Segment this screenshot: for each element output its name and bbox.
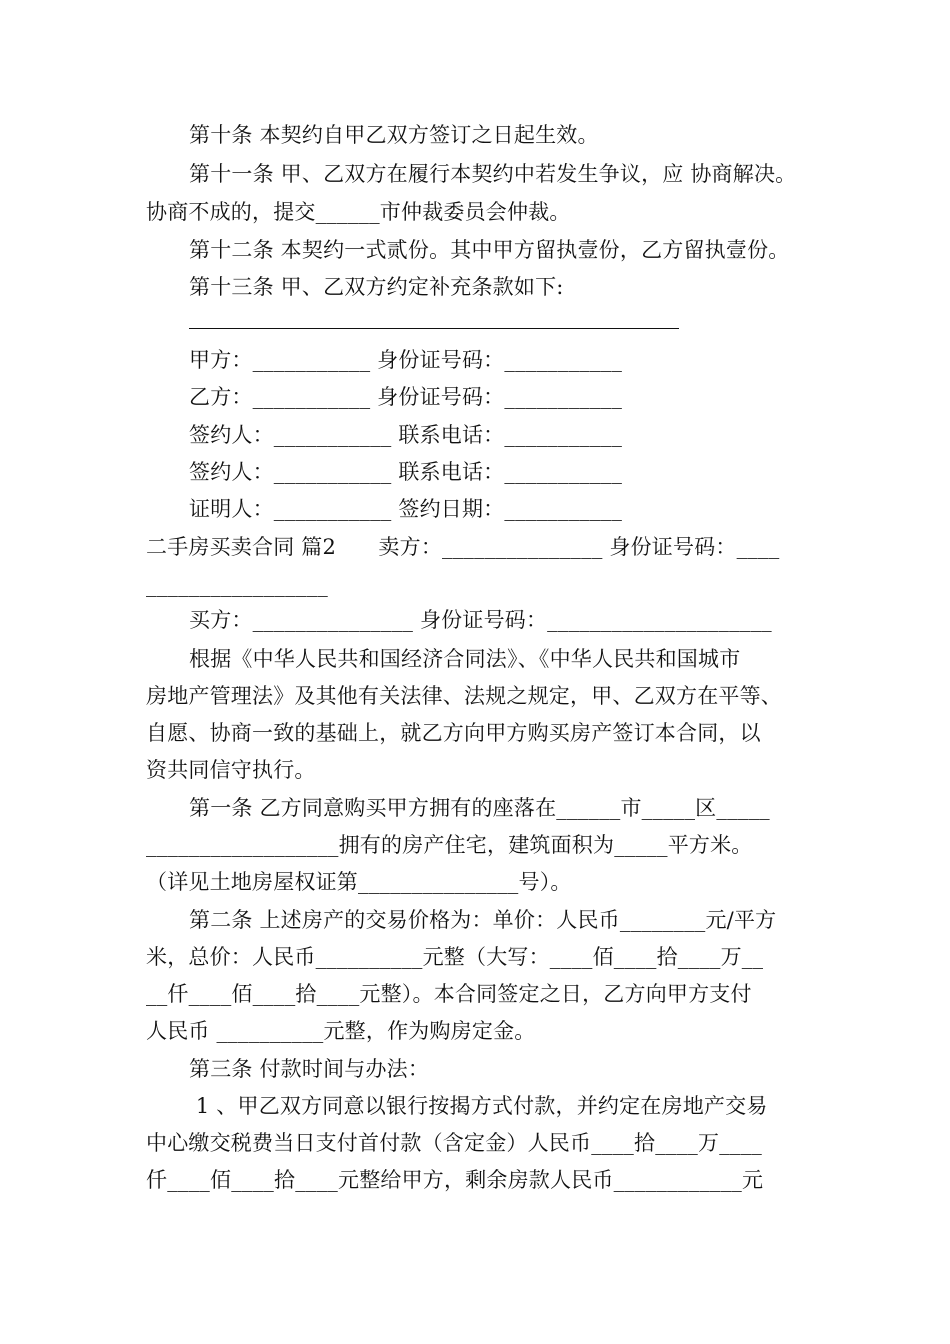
contract-2-heading: 二手房买卖合同 篇2 卖方：_______________ 身份证号码：____: [146, 535, 780, 559]
signatory-line-2: 签约人：___________ 联系电话：___________: [189, 460, 623, 484]
article-13: 第十三条 甲、乙双方约定补充条款如下:: [189, 275, 564, 299]
preamble-1: 根据《中华人民共和国经济合同法》、《中华人民共和国城市: [189, 647, 741, 671]
article-10: 第十条 本契约自甲乙双方签订之日起生效。: [189, 123, 599, 147]
article-3-item-1-cont-2: 仟____佰____拾____元整给甲方，剩余房款人民币____________元: [146, 1168, 764, 1192]
witness-line: 证明人：___________ 签约日期：___________: [189, 497, 623, 521]
article-2-cont-2: __仟____佰____拾____元整）。本合同签定之日，乙方向甲方支付: [146, 982, 752, 1006]
article-3: 第三条 付款时间与办法：: [189, 1057, 430, 1081]
article-1: 第一条 乙方同意购买甲方拥有的座落在______市_____区_____: [189, 796, 770, 820]
seller-id-cont: _________________: [146, 573, 328, 597]
article-11: 第十一条 甲、乙双方在履行本契约中若发生争议，应 协商解决。: [189, 162, 797, 186]
supplementary-blank-line: [189, 328, 679, 329]
buyer-line: 买方：_______________ 身份证号码：_____________________: [189, 608, 772, 632]
article-1-cont: __________________拥有的房产住宅，建筑面积为_____平方米。: [146, 833, 753, 857]
signatory-line-1: 签约人：___________ 联系电话：___________: [189, 423, 623, 447]
preamble-2: 房地产管理法》及其他有关法律、法规之规定，甲、乙双方在平等、: [146, 684, 782, 708]
article-2-cont-3: 人民币 __________元整，作为购房定金。: [146, 1019, 536, 1043]
article-3-item-1: 1 、甲乙双方同意以银行按揭方式付款，并约定在房地产交易: [189, 1094, 768, 1118]
preamble-3: 自愿、协商一致的基础上，就乙方向甲方购买房产签订本合同，以: [146, 721, 761, 745]
party-b-line: 乙方：___________ 身份证号码：___________: [189, 385, 623, 409]
preamble-4: 资共同信守执行。: [146, 758, 316, 782]
article-1-note: （详见土地房屋权证第_______________号）。: [146, 870, 572, 894]
article-2-cont-1: 米，总价：人民币__________元整（大写：____佰____拾____万__: [146, 945, 764, 969]
article-3-item-1-cont-1: 中心缴交税费当日支付首付款（含定金）人民币____拾____万____: [146, 1131, 762, 1155]
article-12: 第十二条 本契约一式贰份。其中甲方留执壹份，乙方留执壹份。: [189, 238, 790, 262]
article-2: 第二条 上述房产的交易价格为：单价：人民币________元/平方: [189, 908, 777, 932]
article-11-cont: 协商不成的，提交______市仲裁委员会仲裁。: [146, 200, 571, 224]
party-a-line: 甲方：___________ 身份证号码：___________: [189, 348, 623, 372]
